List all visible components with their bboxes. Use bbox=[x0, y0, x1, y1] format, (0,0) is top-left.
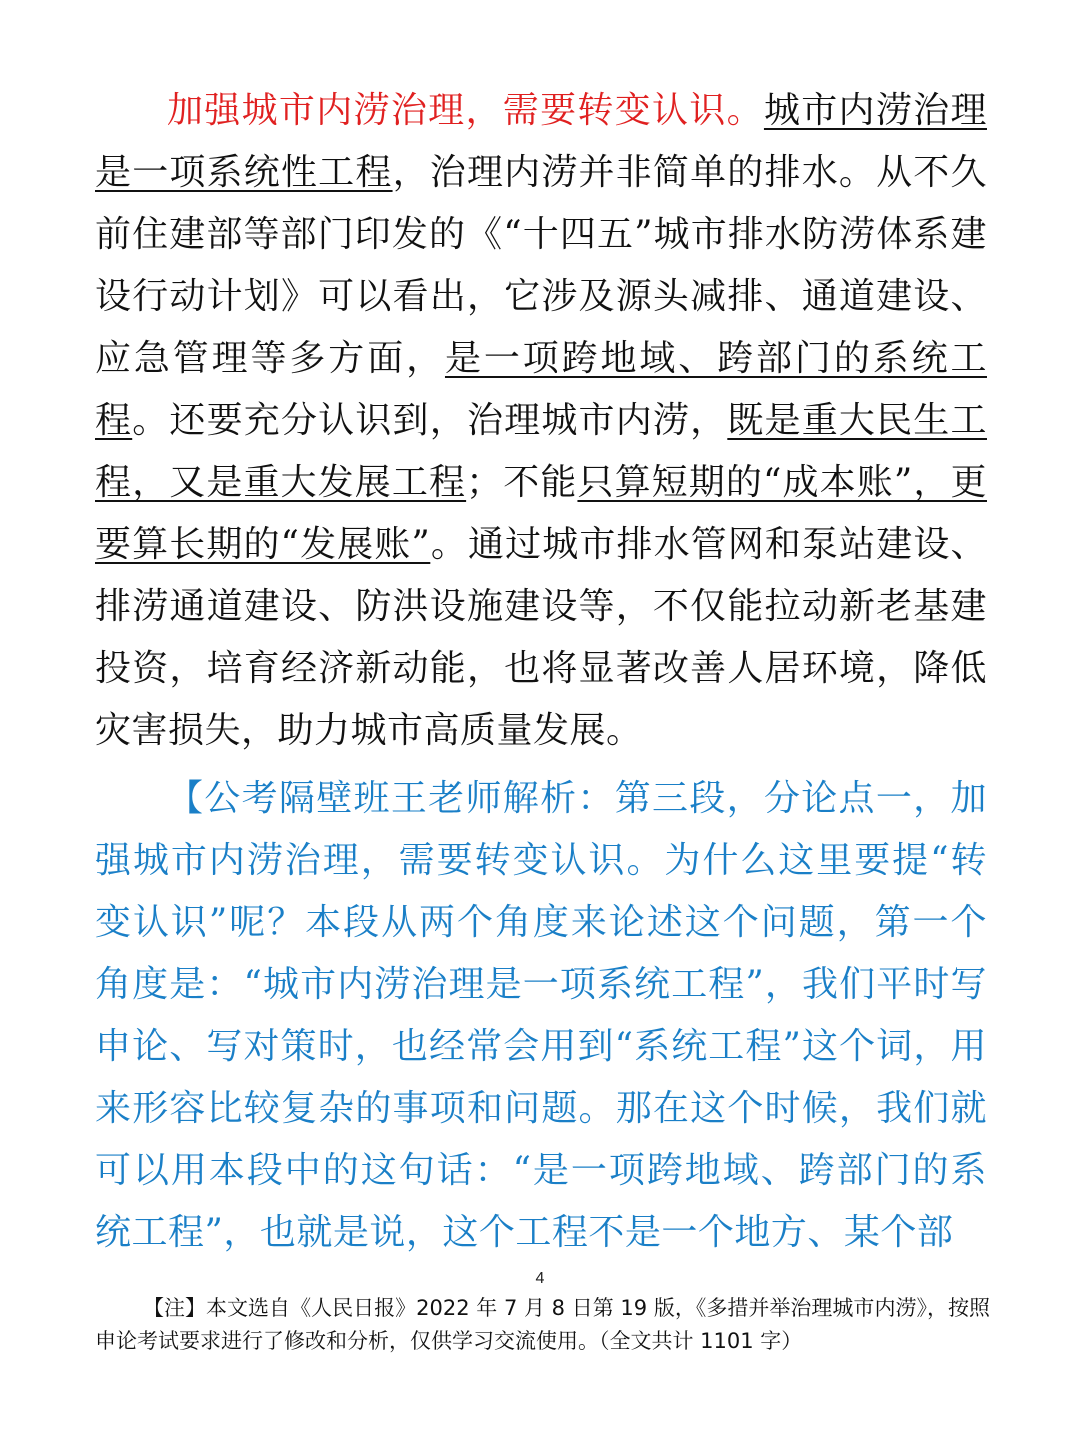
body-text: 。还要充分认识到，治理城市内涝， bbox=[132, 400, 728, 441]
underlined-phrase: 城市内涝治理是一项系统性工程 bbox=[95, 90, 987, 193]
body-text: 。通过城市排水管网和泵站建设、排涝通道建设、防洪设施建设等，不仅能拉动新老基建投资，培育经济新动能，也将显著改善人居环境，降低灾害损失，助力城市高质量发展。 bbox=[95, 524, 987, 751]
page-number: 4 bbox=[535, 1270, 545, 1287]
analysis-text: 【公考隔壁班王老师解析：第三段，分论点一，加强城市内涝治理，需要转变认识。为什么这里要提“转变认识”呢？本段从两个角度来论述这个问题，第一个角度是：“城市内涝治理是一项系统工程”，我们平时写申论、写对策时，也经常会用到“系统工程”这个词，用来形容比较复杂的事项和问题。那在这个时候，我们就可以用本段中的这句话：“是一项跨地域、跨部门的系统工程”，也就是说，这个工程不是一个地方、某个部 bbox=[95, 778, 987, 1253]
underlined-phrase: 既是重大民生工程，又是重大发展工程 bbox=[95, 400, 987, 503]
underlined-phrase: 是一项跨地域、跨部门的系统工程 bbox=[95, 338, 987, 441]
body-paragraph bbox=[95, 80, 987, 762]
analysis-paragraph bbox=[95, 768, 987, 1264]
source-note: 【注】本文选自《人民日报》2022 年 7 月 8 日第 19 版，《多措并举治理城市内涝》，按照申论考试要求进行了修改和分析，仅供学习交流使用。（全文共计 1101 字） bbox=[95, 1296, 990, 1353]
body-text: ；不能 bbox=[466, 462, 578, 503]
underlined-phrase: 只算短期的“成本账”，更要算长期的“发展账” bbox=[95, 462, 987, 565]
paragraph-heading: 加强城市内涝治理，需要转变认识。 bbox=[167, 90, 764, 131]
body-text: ，治理内涝并非简单的排水。从不久前住建部等部门印发的《“十四五”城市排水防涝体系建设行动计划》可以看出，它涉及源头减排、通道建设、应急管理等多方面， bbox=[95, 152, 987, 379]
document-page bbox=[95, 80, 987, 1264]
